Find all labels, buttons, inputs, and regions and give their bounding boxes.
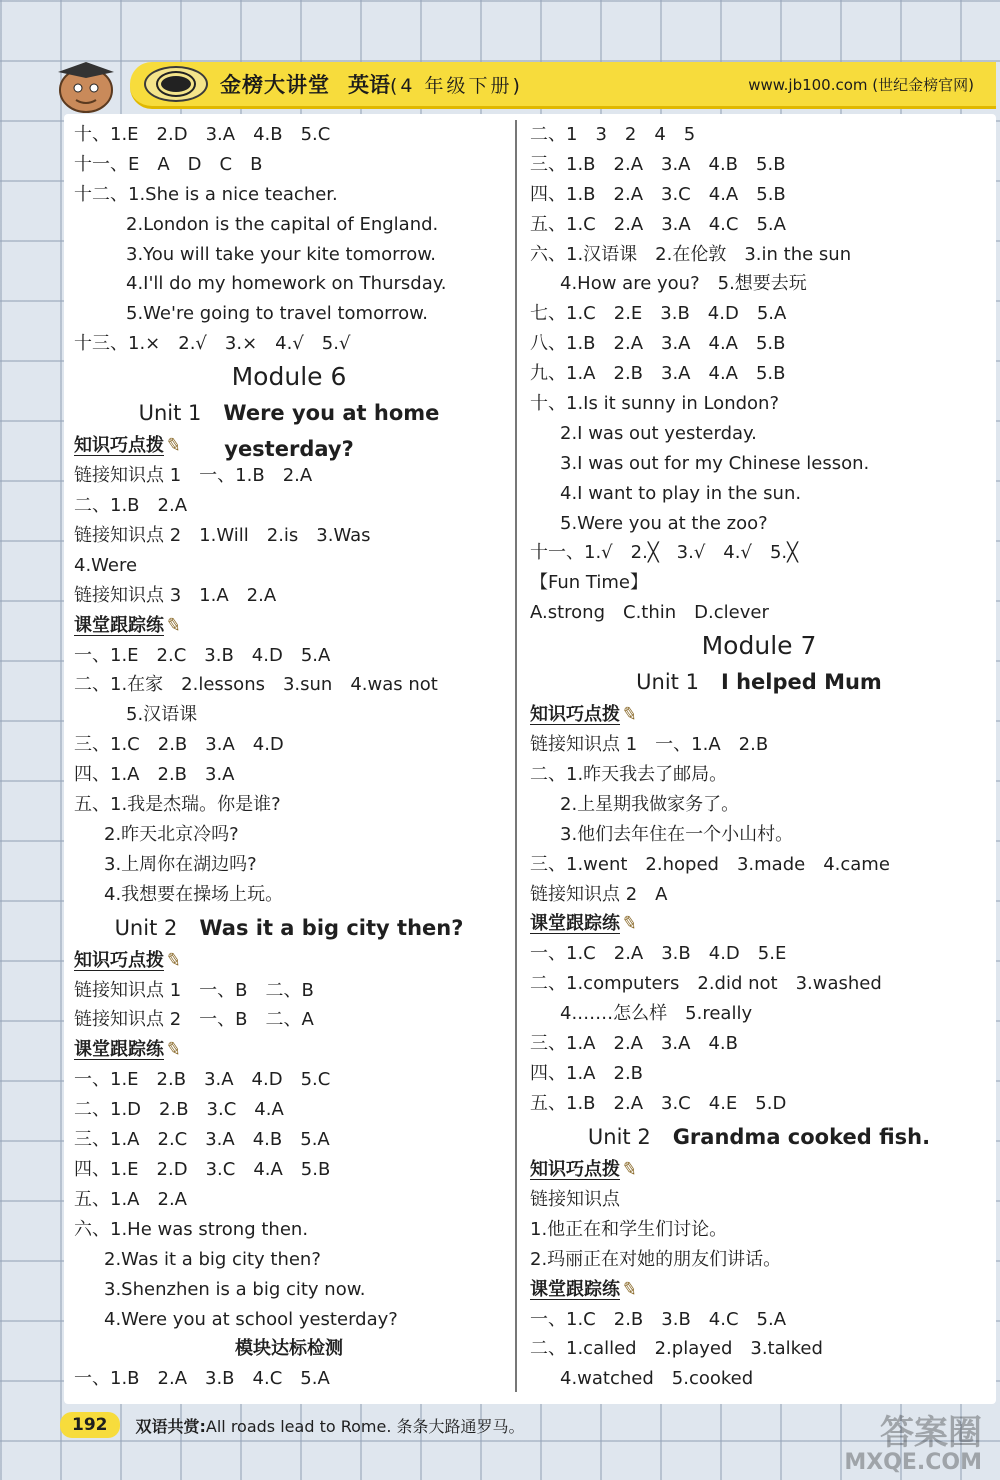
section-heading-text: 知识巧点拨	[74, 435, 164, 457]
section-heading-text: 课堂跟踪练	[74, 614, 164, 636]
pencil-icon: ✎	[164, 613, 183, 637]
answer-line: A.strong C.thin D.clever	[530, 602, 769, 624]
answer-line: 三、1.B 2.A 3.A 4.B 5.B	[530, 153, 786, 175]
section-heading-text: 课堂跟踪练	[530, 1278, 620, 1300]
answer-line: 四、1.E 2.D 3.C 4.A 5.B	[74, 1159, 331, 1181]
unit-name: Was it a big city then?	[199, 915, 464, 940]
answer-line: 二、1.computers 2.did not 3.washed	[530, 973, 882, 995]
page-number: 192	[60, 1412, 120, 1438]
answer-line: 一、1.E 2.B 3.A 4.D 5.C	[74, 1069, 331, 1091]
section-heading	[530, 1155, 988, 1185]
section-heading	[74, 611, 504, 641]
header-banner	[130, 62, 996, 109]
answer-line: 八、1.B 2.A 3.A 4.A 5.B	[530, 333, 786, 355]
subject-title: 英语	[348, 73, 390, 97]
answer-line: 二、1.D 2.B 3.C 4.A	[74, 1099, 284, 1121]
section-heading-text: 知识巧点拨	[530, 704, 620, 726]
answer-line: 4.I want to play in the sun.	[560, 482, 802, 504]
answer-line: 十、1.E 2.D 3.A 4.B 5.C	[74, 124, 331, 145]
column-divider	[515, 120, 517, 1392]
answer-line: 二、1.昨天我去了邮局。	[530, 764, 728, 786]
answer-line: 4.I'll do my homework on Thursday.	[126, 273, 447, 295]
section-heading	[530, 909, 988, 939]
answer-line: 二、1 3 2 4 5	[530, 124, 696, 145]
answer-line: 5.汉语课	[126, 704, 198, 726]
module-title: Module 7	[701, 631, 817, 661]
pencil-icon: ✎	[164, 1038, 183, 1062]
answer-line: 七、1.C 2.E 3.B 4.D 5.A	[530, 303, 787, 325]
pencil-icon: ✎	[620, 1157, 639, 1181]
answer-line: 一、1.C 2.A 3.B 4.D 5.E	[530, 943, 787, 965]
answer-line: 二、1.B 2.A	[74, 495, 188, 517]
answer-line: 链接知识点 2 A	[530, 883, 668, 905]
answer-line: 一、1.C 2.B 3.B 4.C 5.A	[530, 1308, 787, 1330]
mascot-icon	[52, 58, 122, 114]
answer-line: 2.昨天北京冷吗?	[104, 823, 239, 845]
section-heading	[530, 700, 988, 730]
module-title: Module 6	[231, 362, 347, 392]
answer-line: 2.London is the capital of England.	[126, 213, 439, 235]
answer-line: 三、1.went 2.hoped 3.made 4.came	[530, 853, 890, 875]
answer-line: 2.Was it a big city then?	[104, 1248, 321, 1270]
module-test-heading: 模块达标检测	[235, 1338, 343, 1360]
answer-line: 3.I was out for my Chinese lesson.	[560, 452, 870, 474]
section-heading	[74, 1035, 504, 1065]
answer-line: 六、1.He was strong then.	[74, 1218, 309, 1240]
answer-line: 链接知识点 1 一、1.B 2.A	[74, 465, 313, 487]
unit-number: Unit 2	[114, 915, 178, 940]
unit-number: Unit 1	[636, 670, 699, 695]
answer-line: 4.watched 5.cooked	[560, 1368, 754, 1390]
watermark-main: 答案圈	[880, 1413, 982, 1453]
pencil-icon: ✎	[620, 912, 639, 936]
answer-line: 链接知识点 2 1.Will 2.is 3.Was	[74, 524, 371, 546]
answer-line: 1.他正在和学生们讨论。	[530, 1218, 728, 1240]
answer-line: 3.上周你在湖边吗?	[104, 853, 257, 875]
answer-line: 十三、1.× 2.√ 3.× 4.√ 5.√	[74, 333, 351, 355]
section-heading-text: 课堂跟踪练	[530, 913, 620, 935]
section-heading	[530, 1275, 988, 1305]
answer-line: 5.We're going to travel tomorrow.	[126, 303, 428, 325]
section-heading-text: 知识巧点拨	[530, 1158, 620, 1180]
answer-line: 链接知识点 3 1.A 2.A	[74, 584, 277, 606]
right-column	[530, 120, 988, 1394]
answer-line: 2.I was out yesterday.	[560, 422, 757, 444]
unit-name: Were you at home yesterday?	[223, 401, 440, 462]
answer-line: 4.How are you? 5.想要去玩	[560, 273, 807, 295]
answer-line: 4.我想要在操场上玩。	[104, 883, 284, 905]
answer-line: 六、1.汉语课 2.在伦敦 3.in the sun	[530, 243, 852, 265]
pencil-icon: ✎	[620, 702, 639, 727]
answer-line: 链接知识点 1 一、1.A 2.B	[530, 734, 769, 756]
footer-label: 双语共赏:	[135, 1416, 206, 1436]
brand-title: 金榜大讲堂	[220, 73, 330, 97]
answer-line: 一、1.B 2.A 3.B 4.C 5.A	[74, 1368, 330, 1390]
pencil-icon: ✎	[620, 1277, 639, 1301]
answer-line: 【Fun Time】	[530, 572, 648, 594]
answer-line: 三、1.A 2.C 3.A 4.B 5.A	[74, 1129, 330, 1151]
unit-title	[530, 1119, 988, 1155]
answer-line: 二、1.在家 2.lessons 3.sun 4.was not	[74, 674, 438, 696]
answer-line: 2.玛丽正在对她的朋友们讲话。	[530, 1248, 782, 1270]
answer-line: 五、1.B 2.A 3.C 4.E 5.D	[530, 1092, 787, 1114]
eye-logo-icon	[144, 66, 208, 102]
answer-line: 链接知识点	[530, 1188, 620, 1210]
section-heading	[74, 946, 504, 976]
answer-line: 3.Shenzhen is a big city now.	[104, 1278, 366, 1300]
answer-line: 四、1.B 2.A 3.C 4.A 5.B	[530, 183, 786, 205]
answer-line: 十一、E A D C B	[74, 153, 263, 175]
answer-line: 十二、1.She is a nice teacher.	[74, 183, 338, 205]
answer-line: 四、1.A 2.B	[530, 1063, 644, 1085]
answer-line: 五、1.A 2.A	[74, 1188, 187, 1210]
section-heading-text: 知识巧点拨	[74, 949, 164, 971]
unit-name: Grandma cooked fish.	[672, 1124, 931, 1149]
section-heading-text: 课堂跟踪练	[74, 1039, 164, 1061]
answer-page	[64, 114, 996, 1404]
answer-line: 五、1.C 2.A 3.A 4.C 5.A	[530, 213, 786, 235]
pencil-icon: ✎	[164, 948, 183, 972]
answer-line: 十一、1.√ 2.╳ 3.√ 4.√ 5.╳	[530, 542, 798, 564]
answer-line: 链接知识点 1 一、B 二、B	[74, 979, 314, 1001]
answer-line: 三、1.A 2.A 3.A 4.B	[530, 1033, 738, 1055]
answer-line: 3.他们去年住在一个小山村。	[560, 823, 794, 845]
answer-line: 5.Were you at the zoo?	[560, 512, 768, 534]
answer-line: 一、1.E 2.C 3.B 4.D 5.A	[74, 644, 331, 666]
answer-line: 三、1.C 2.B 3.A 4.D	[74, 734, 284, 756]
answer-line: 3.You will take your kite tomorrow.	[126, 243, 437, 265]
grade-label: (4 年级下册)	[390, 74, 523, 97]
unit-number: Unit 2	[587, 1124, 651, 1149]
footer-quote-text: All roads lead to Rome. 条条大路通罗马。	[205, 1416, 525, 1436]
answer-line: 4.……怎么样 5.really	[560, 1003, 753, 1025]
footer-quote	[136, 1414, 525, 1437]
answer-line: 九、1.A 2.B 3.A 4.A 5.B	[530, 363, 786, 385]
answer-line: 二、1.called 2.played 3.talked	[530, 1338, 823, 1360]
pencil-icon: ✎	[164, 433, 183, 458]
unit-title	[530, 664, 988, 700]
watermark	[844, 1413, 982, 1478]
answer-line: 4.Were you at school yesterday?	[104, 1308, 398, 1330]
footer	[60, 1408, 960, 1442]
unit-title	[74, 910, 504, 946]
unit-name: I helped Mum	[720, 670, 882, 695]
answer-line: 4.Were	[74, 554, 138, 576]
answer-line: 四、1.A 2.B 3.A	[74, 764, 235, 786]
answer-line: 五、1.我是杰瑞。你是谁?	[74, 794, 281, 816]
left-column	[74, 120, 504, 1394]
answer-line: 链接知识点 2 一、B 二、A	[74, 1009, 314, 1031]
answer-line: 2.上星期我做家务了。	[560, 793, 740, 815]
watermark-sub: MXQE.COM	[844, 1450, 982, 1475]
unit-number: Unit 1	[138, 401, 202, 426]
website-link[interactable]: www.jb100.com (世纪金榜官网)	[748, 75, 974, 94]
answer-line: 十、1.Is it sunny in London?	[530, 393, 780, 415]
